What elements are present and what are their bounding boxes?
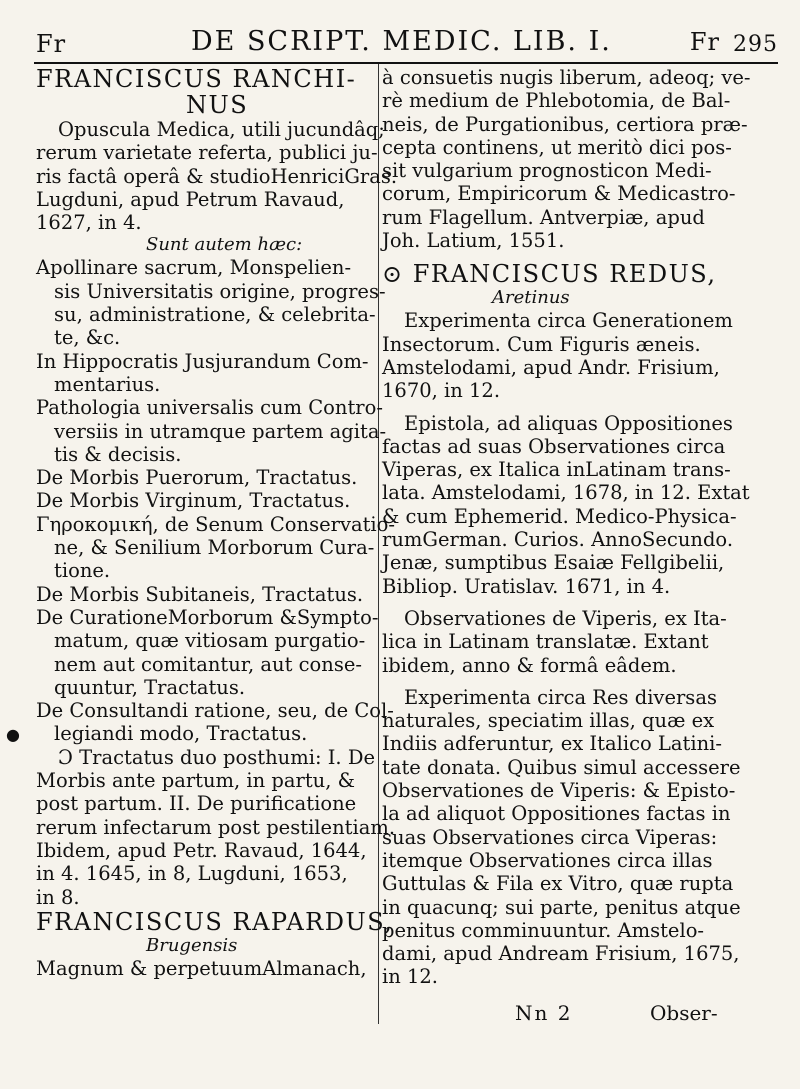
left-column-line: FRANCISCUS RANCHI-	[36, 65, 357, 93]
left-column-line: FRANCISCUS RAPARDUS,	[36, 907, 394, 936]
right-column-line: rè medium de Phlebotomia, de Bal-	[382, 89, 731, 113]
right-column-line: ⊙ FRANCISCUS REDUS,	[382, 260, 717, 289]
left-column-line: tione.	[54, 559, 111, 583]
left-column-line: ris factâ operâ & studioHenriciGras.	[36, 164, 398, 188]
right-column-line: lata. Amstelodami, 1678, in 12. Extat	[382, 481, 750, 505]
left-column-line: Ɔ Tractatus duo posthumi: I. De	[58, 745, 375, 769]
header-right-guide: Fr	[689, 28, 720, 56]
right-column-line: lica in Latinam translatæ. Extant	[382, 630, 709, 654]
right-column-line: Guttulas & Fila ex Vitro, quæ rupta	[382, 872, 734, 896]
left-column-line: tis & decisis.	[54, 442, 182, 466]
right-column-line: la ad aliquot Oppositiones factas in	[382, 802, 731, 826]
left-column-line: sis Universitatis origine, progres-	[54, 279, 386, 303]
right-column-line: neis, de Purgationibus, certiora præ-	[382, 112, 748, 136]
right-column-line: penitus comminuuntur. Amstelo-	[382, 918, 705, 942]
left-column-line: 1627, in 4.	[36, 211, 142, 235]
right-column-line: Jenæ, sumptibus Esaiæ Fellgibelii,	[382, 551, 725, 575]
right-column-line: Observationes de Viperis: & Episto-	[382, 779, 736, 803]
right-column-line: dami, apud Andream Frisium, 1675,	[382, 942, 740, 966]
running-header	[36, 20, 778, 60]
right-column-line: rumGerman. Curios. AnnoSecundo.	[382, 528, 734, 552]
right-column-line: & cum Ephemerid. Medico-Physica-	[382, 504, 737, 528]
right-column-line: Experimenta circa Res diversas	[404, 685, 717, 709]
left-column-line: in 8.	[36, 885, 80, 909]
header-left-guide: Fr	[36, 30, 67, 58]
right-column	[382, 66, 751, 989]
left-column-line: Pathologia universalis cum Contro-	[36, 396, 383, 420]
left-column-line: mentarius.	[54, 372, 161, 396]
left-column-line: te, &c.	[54, 326, 121, 350]
header-rule	[34, 62, 778, 64]
left-column-line: Ibidem, apud Petr. Ravaud, 1644,	[36, 838, 367, 862]
left-column-line: Brugensis	[146, 934, 238, 956]
left-column-line: ne, & Senilium Morborum Cura-	[54, 536, 375, 560]
left-column-line: De Morbis Subitaneis, Tractatus.	[36, 582, 364, 606]
left-column-line: Morbis ante partum, in partu, &	[36, 769, 355, 793]
margin-bullet-mark: ●	[6, 725, 20, 744]
catchword: Obser-	[650, 1001, 718, 1025]
right-column-line: Epistola, ad aliquas Oppositiones	[404, 411, 733, 435]
right-column-line: Insectorum. Cum Figuris æneis.	[382, 332, 701, 356]
right-column-line: naturales, speciatim illas, quæ ex	[382, 709, 715, 733]
right-column-line	[382, 403, 712, 412]
left-column-line: matum, quæ vitiosam purgatio-	[54, 629, 366, 653]
column-divider	[378, 64, 379, 1024]
left-column-line: in 4. 1645, in 8, Lugduni, 1653,	[36, 862, 348, 886]
left-column	[36, 65, 398, 980]
right-column-line: Observationes de Viperis, ex Ita-	[404, 606, 727, 630]
left-column-line: rerum varietate referta, publici ju-	[36, 141, 378, 165]
right-column-line	[382, 677, 712, 686]
right-column-line: sit vulgarium prognosticon Medi-	[382, 159, 712, 183]
left-column-line: Sunt autem hæc:	[146, 234, 303, 256]
left-column-line: NUS	[186, 91, 249, 119]
page-number: 295	[733, 32, 778, 57]
right-column-line: factas ad suas Observationes circa	[382, 434, 726, 458]
right-column-line	[382, 598, 712, 607]
left-column-line: Lugduni, apud Petrum Ravaud,	[36, 187, 345, 211]
left-column-line: post partum. II. De purificatione	[36, 792, 357, 816]
left-column-line: De Morbis Virginum, Tractatus.	[36, 489, 351, 513]
signature-mark: Nn 2	[515, 1001, 573, 1025]
left-column-line: In Hippocratis Jusjurandum Com-	[36, 349, 369, 373]
left-column-line: De Morbis Puerorum, Tractatus.	[36, 466, 358, 490]
right-column-line: in 12.	[382, 965, 439, 989]
left-column-line: De Consultandi ratione, seu, de Col-	[36, 699, 394, 723]
left-column-line: quuntur, Tractatus.	[54, 675, 246, 699]
right-column-line: ibidem, anno & formâ eâdem.	[382, 653, 677, 677]
left-column-line: versiis in utramque partem agita-	[54, 419, 387, 443]
right-column-line: itemque Observationes circa illas	[382, 848, 713, 872]
right-column-line: 1670, in 12.	[382, 379, 501, 403]
right-column-line: Amstelodami, apud Andr. Frisium,	[382, 355, 720, 379]
right-column-line: rum Flagellum. Antverpiæ, apud	[382, 205, 705, 229]
header-title: DE SCRIPT. MEDIC. LIB. I.	[191, 26, 612, 57]
right-column-line: corum, Empiricorum & Medicastro-	[382, 182, 736, 206]
left-column-line: su, administratione, & celebrita-	[54, 303, 376, 327]
left-column-line: Γηροκομική, de Senum Conservatio-	[36, 512, 395, 536]
right-column-line: Experimenta circa Generationem	[404, 309, 733, 333]
right-column-line: suas Observationes circa Viperas:	[382, 825, 718, 849]
left-column-line: legiandi modo, Tractatus.	[54, 722, 308, 746]
right-column-line: in quacunq; sui parte, penitus atque	[382, 895, 741, 919]
left-column-line: rerum infectarum post pestilentiam.	[36, 815, 396, 839]
right-column-line: Aretinus	[492, 287, 570, 309]
right-column-line: Joh. Latium, 1551.	[382, 229, 565, 253]
left-column-line: nem aut comitantur, aut conse-	[54, 652, 362, 676]
right-column-line: tate donata. Quibus simul accessere	[382, 755, 741, 779]
left-column-line: Apollinare sacrum, Monspelien-	[36, 256, 352, 280]
left-column-line: De CurationeMorborum &Sympto-	[36, 605, 379, 629]
right-column-line: à consuetis nugis liberum, adeoq; ve-	[382, 66, 751, 89]
right-column-line: Indiis adferuntur, ex Italico Latini-	[382, 732, 722, 756]
left-column-line: Magnum & perpetuumAlmanach,	[36, 956, 367, 980]
right-column-line: cepta continens, ut meritò dici pos-	[382, 135, 732, 159]
right-column-line: Bibliop. Uratislav. 1671, in 4.	[382, 574, 671, 598]
left-column-line: Opuscula Medica, utili jucundâq;	[58, 118, 385, 141]
right-column-line: Viperas, ex Italica inLatinam trans-	[382, 458, 731, 482]
